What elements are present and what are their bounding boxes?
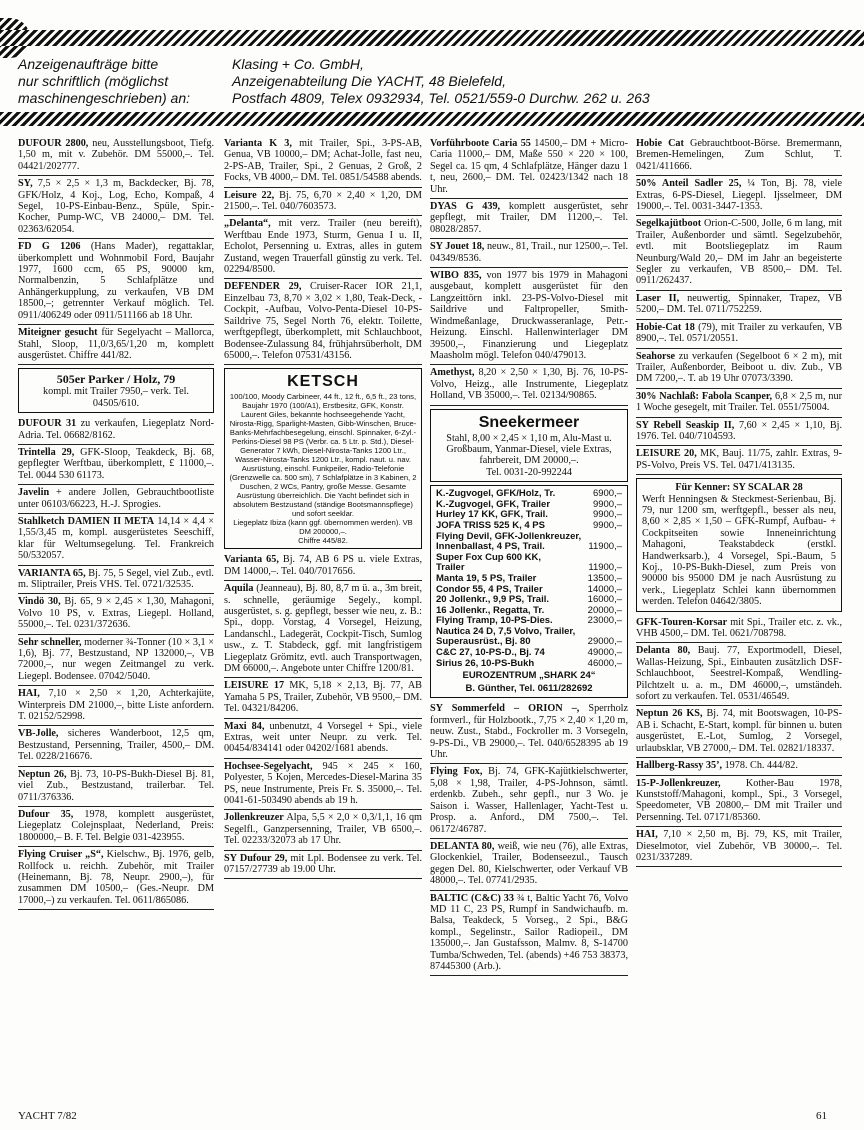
ad-headline: Laser II, — [636, 292, 680, 304]
classified-ad — [18, 416, 214, 445]
classified-ad — [224, 810, 422, 850]
classified-ad — [636, 643, 842, 706]
ad-text: Sperrholz formverl., für Holzbootk., 7,75 × 2,40 × 1,20 m, neuw. Zust., Stabd., Fockroller m. 3 Vorsegeln, 9-PS-Di., VB 29000,–. Tel. 040/6528395 ab 19 Uhr. — [430, 703, 629, 761]
ad-headline: Vindö 30, — [18, 596, 61, 608]
ad-headline: LEISURE 20, — [636, 448, 697, 460]
ad-text: zu verkaufen (Segelboot 6 × 2 m), mit Trailer, Außenborder, Beiboot u. div. Zub., VB DM 7200,–. T. ab 19 Uhr 07073/3390. — [636, 350, 842, 385]
ad-headline: Hochsee-Segelyacht, — [224, 760, 313, 772]
ad-headline: SY Dufour 29, — [224, 852, 288, 864]
ad-text: unbenutzt, 4 Vorsegel + Spi., viele Extras, weit unter Neupr. zu verk. Tel. 00454/834141 oder 04202/1681 abends. — [224, 720, 422, 755]
ad-text: 14,14 × 4,4 × 1,55/3,45 m, kompl. ausgerüstetes Seeschiff, klar für Weltumsegelung. Tel. Frankreich 50/532057. — [18, 515, 214, 562]
boat-name: K.-Zugvogel, GFK/Holz, Tr. — [436, 488, 556, 500]
boat-name: Manta 19, 5 PS, Trailer — [436, 572, 537, 584]
ad-headline: DEFENDER 29, — [224, 281, 302, 293]
ad-text: Alpa, 5,5 × 2,0 × 0,3/1,1, 16 qm Segelfl., Ganzpersenning, Trailer, VB 6500,–. Tel. 02233/32073 ab 17 Uhr. — [224, 812, 422, 847]
price-list-ad — [430, 485, 628, 698]
ad-headline: Maxi 84, — [224, 720, 265, 732]
ad-headline: Segelkajütboot — [636, 218, 702, 230]
boat-name: Flying Tramp, 10-PS-Dies. — [436, 615, 553, 627]
classified-ad — [18, 726, 214, 766]
ad-headline: 30% Nachlaß: Fabola Scanper, — [636, 390, 773, 402]
ad-headline: Varianta K 3, — [224, 138, 292, 149]
ad-text: (Jeanneau), Bj. 80, 8,7 m ü. a., 3m breit, s. schnelle, geräumige Segely., kompl. ausgerüstet, s. g. gepflegt, besser wie neu, z. B.: Spi., dopp. Vorstag, 4 Vorsegel, Heizung, Landanschl., Ladegerät, Cockpit-Tisch, Sumlog usw., z. T. Stabdeck, ggf. mit langfristigem Liegeplatz Grömitz, evtl. auch Transportwagen, DM 66000,–. Angebote unter Chiffre 1200/81. — [224, 583, 422, 674]
ad-headline: FD G 1206 — [18, 241, 81, 253]
ad-text: mit Lpl. Bodensee zu verk. Tel. 07157/27739 ab 19.00 Uhr. — [224, 852, 422, 876]
dealer-name: EUROZENTRUM „SHARK 24“ — [462, 670, 596, 682]
ad-text: moderner ¾-Tonner (10 × 3,1 × 1,6), Bj. 77, Bestzustand, NP 132000,–, VB 72000,–, nur wegen Zeitmangel zu verk. Liegepl. Bodensee. 07042/5040. — [18, 636, 214, 682]
classified-ad — [636, 758, 842, 775]
ad-text: Kielschw., Bj. 1976, gelb, Rollfock u. reichh. Zubehör, mit Trailer (Heinemann, Bj. 78, Neupr. 2900,–), für zusammen DM 10500,– (Ges.-Neupr. DM 17000,–) zu verkaufen. Tel. 0611/865086. — [18, 849, 214, 906]
classified-ad — [18, 847, 214, 910]
classified-ad — [224, 216, 422, 279]
boat-name: K.-Zugvogel, GFK, Trailer — [436, 498, 551, 510]
classified-ad — [18, 566, 214, 595]
ad-headline: Amethyst, — [430, 367, 475, 379]
ad-headline: 505er Parker / Holz, 79 — [56, 372, 176, 387]
classified-ad — [636, 136, 842, 176]
ad-headline: Dufour 35, — [18, 808, 74, 820]
ad-headline: HAI, — [18, 688, 40, 700]
ad-headline: Delanta 80, — [636, 645, 691, 657]
classified-ad — [636, 389, 842, 418]
classified-ad — [18, 176, 214, 239]
ad-text: Bj. 74, AB 6 PS u. viele Extras, DM 14000,–. Tel. 040/7017656. — [224, 554, 422, 577]
ad-headline: DELANTA 80, — [430, 840, 495, 852]
ad-text: 1978. Ch. 444/82. — [722, 760, 798, 772]
ad-text: komplett ausgerüstet, sehr gepflegt, mit Trailer, DM 11200,–. Tel. 08028/2857. — [430, 201, 628, 235]
boat-name: Flying Devil, GFK-Jollenkreuzer, — [436, 530, 582, 542]
boat-price: 11900,– — [588, 562, 622, 574]
boat-price: 14000,– — [587, 583, 622, 595]
ad-headline: Hobie-Cat 18 — [636, 321, 695, 333]
boat-price: 29000,– — [587, 636, 622, 648]
ad-headline: Varianta 65, — [224, 554, 279, 566]
ad-text: Chiffre 445/82. — [298, 536, 348, 546]
column-1 — [18, 136, 214, 910]
boat-name: Sirius 26, 10-PS-Bukh — [436, 657, 535, 669]
boat-name: Trailer — [436, 562, 465, 574]
classified-ad — [430, 365, 628, 405]
ad-text: kompl. mit Trailer 7950,– verk. Tel. 04505/610. — [43, 386, 189, 409]
rope-border-top — [0, 30, 864, 46]
ad-text: GFK-Sloop, Teakdeck, Bj. 68, gepflegter Werftbau, überkomplett, £ 11000,–. Tel. 0044 530 61173. — [18, 446, 214, 481]
rope-border-bottom — [0, 112, 864, 126]
ad-text: 7,5 × 2,5 × 1,3 m, Backdecker, Bj. 78, GFK/Holz, 4 Koj., Log, Echo, Kompaß, 4 Segel, 10-PS-Einbau-Benz., Spüle, Spir.-Kocher, Pump-WC, VB 24000,– DM. Tel. 02363/62054. — [18, 178, 214, 235]
ad-text: neuw., 81, Trail., nur 12500,–. Tel. 04349/8536. — [430, 241, 628, 264]
classified-ad — [224, 581, 422, 678]
ad-text: Werft Henningsen & Steckmest-Serienbau, Bj. 79, nur 1200 sm, werftgepfl., besser als neu, 8,60 × 2,85 × 1,50 – GFK-Rumpf, Aufbau- + Cockpitseiten sowie Inneneinrichtung Mahagoni, Teakstabdeck (erstkl. Handwerksarb.), 4 Vorsegel, Spi.-Baum, 5 Koj., 10-PS-Bukh-Diesel, zum Preis von 90000 bis 95000 DM je nach Ausrüstung zu verk., Liegeplatz Schlei kann übernommen werden. Telefon 04642/3805. — [642, 493, 836, 608]
classified-ad — [636, 216, 842, 290]
ad-text: sicheres Wanderboot, 12,5 qm, Bestzustand, Persenning, Trailer, 4500,– DM. Tel. 0228/216676. — [18, 728, 214, 763]
ad-text: 14500,– DM + Micro-Caria 11000,– DM, Maße 550 × 220 × 100, Segel ca. 15 qm, 4 Schlafplätze, Hänger dazu 1 t, neu, 2600,– DM. Tel. 02423/1342 nach 18 Uhr. — [430, 138, 628, 195]
classified-ad — [18, 767, 214, 807]
ad-headline: Sehr schneller, — [18, 636, 82, 648]
ad-text: Cruiser-Racer IOR 21,1, Einzelbau 73, 8,70 × 3,02 × 1,80, Teak-Deck, -Cockpit, -Aufbau, Volvo-Penta-Diesel 10-PS-Saildrive 75, Segel North 76, elektr. Toilette, werftgepflegt, überkomplett, mit Schlauchboot, Bodensee-Zulassung 84, frühjahrsüberholt, DM 65000,–. Telefon 07531/43156. — [224, 281, 422, 361]
boat-name: Super Fox Cup 600 KK, — [436, 551, 542, 563]
boat-price: 11900,– — [588, 541, 622, 553]
classified-ad — [636, 446, 842, 475]
boat-price: 46000,– — [587, 657, 622, 669]
ad-text: Bj. 73, 10-PS-Bukh-Diesel Bj. 81, viel Zub., Bestzustand, trailerbar. Tel. 0711/376336. — [18, 768, 214, 803]
boat-price: 16000,– — [587, 594, 622, 606]
ad-headline: Seahorse — [636, 350, 676, 362]
classified-ad — [636, 827, 842, 867]
ad-text: 7,10 × 2,50 m, Bj. 79, KS, mit Trailer, Dieselmotor, viel Zubehör, VB 30000,–. Tel. 0231/337289. — [636, 829, 842, 863]
ad-headline: SY Rebell Seaskip II, — [636, 419, 735, 431]
ad-headline: DYAS G 439, — [430, 201, 501, 213]
classified-ad — [18, 485, 214, 514]
classified-ad — [224, 188, 422, 217]
ad-text: Tel. 0031-20-992244 — [486, 466, 572, 478]
ad-text: ¾ t, Baltic Yacht 76, Volvo MD 11 C, 23 PS, Rumpf in Sandwichaufb. m. Balsa, Teakdeck, 5 Vorseg., 2 Spi., B&G kompl., Segelinstr., Sailor Radiopeil., DM 135000,–. Jan Gustafsson, Malmv. 8, S-14700 Tumba/Schweden, Tel. (abends) +46 753 38373, 87445300 (Arb.). — [430, 892, 629, 972]
classified-ad — [430, 701, 628, 764]
ad-text: Bj. 75, 5 Segel, viel Zub., evtl. m. Sliptrailer, Preis VHS. Tel. 0721/32535. — [18, 567, 214, 590]
ad-headline: Hobie Cat — [636, 138, 684, 149]
ad-headline: Neptun 26, — [18, 768, 67, 780]
ad-headline: VARIANTA 65, — [18, 567, 86, 579]
classified-ad — [430, 764, 628, 838]
header-right-line: Klasing + Co. GmbH, — [232, 56, 364, 72]
header-left-line: maschinengeschrieben) an: — [18, 90, 190, 106]
classified-ad — [224, 851, 422, 880]
boat-price: 9900,– — [592, 498, 622, 510]
ad-text: 1978, komplett ausgerüstet, Liegeplatz Colejnsplaat, Nederland, Preis: 1800000,– B. F. Tel. Belgie 031-423955. — [18, 808, 214, 843]
ad-headline: Flying Cruiser „S“, — [18, 849, 104, 861]
column-4 — [636, 136, 842, 867]
ad-text: 7,10 × 2,50 × 1,20, Achterkajüte, Winterpreis DM 21000,–, bitte Liste anfordern. T. 02152/52998. — [18, 688, 214, 723]
classified-ad — [636, 320, 842, 349]
ad-headline: Aquila — [224, 583, 254, 595]
header-right-line: Postfach 4809, Telex 0932934, Tel. 0521/559-0 Durchw. 262 u. 263 — [232, 90, 650, 106]
ad-headline: SY Jouet 18, — [430, 241, 485, 253]
price-list-row — [436, 659, 622, 670]
ad-headline: Für Kenner: SY SCALAR 28 — [675, 482, 803, 494]
classified-ad — [636, 776, 842, 828]
ad-headline: Leisure 22, — [224, 189, 275, 201]
ad-text: (79), mit Trailer zu verkaufen, VB 8900,–. Tel. 0571/20551. — [636, 321, 842, 345]
ad-text: (Hans Mader), regattaklar, überkomplett und Wohnmobil Ford, Baujahr 1977, 1600 ccm, 65 PS, 90000 km, Normalbenzin, 5 Schlafplätze und Anhängerkupplung, zu verkaufen, VB DM 18500,–; getrennter Verkauf möglich. Tel. 0911/406249 oder 0911/511166 ab 18 Uhr. — [18, 241, 214, 321]
ad-text: zu verkaufen, Liegeplatz Nord-Adria. Tel. 06682/8162. — [18, 418, 214, 441]
boxed-ad — [18, 368, 214, 413]
classified-ad — [224, 759, 422, 811]
ad-text: für Segelyacht – Mallorca, Stahl, Sloop, 11,0/3,65/1,20 m, komplett ausgerüstet. Chiffre 441/82. — [18, 327, 214, 361]
ad-text: MK, 5,18 × 2,13, Bj. 77, AB Yamaha 5 PS, Trailer, Zubehör, VB 9500,– DM. Tel. 04321/84206. — [224, 680, 422, 715]
classified-ad — [224, 552, 422, 581]
ad-text: weiß, wie neu (76), alle Extras, Glockenkiel, Trailer, Bodenseezul., Tausch gegen Del. 80, Kielschwerter, oder Verkauf VB 48000,–. Tel. 07741/2935. — [430, 840, 628, 887]
boat-name: 20 Jollenkr., 9,9 PS, Trail. — [436, 594, 550, 606]
footer-magazine: YACHT 7/82 — [18, 1110, 77, 1122]
page-header — [0, 54, 864, 110]
classified-ad — [18, 136, 214, 176]
header-right-line: Anzeigenabteilung Die YACHT, 48 Bielefeld, — [232, 73, 506, 89]
classified-ad — [224, 678, 422, 718]
ad-text: 8,20 × 2,50 × 1,30, Bj. 76, 10-PS-Volvo, Heizg., alle Instrumente, Liegeplatz Holland, VB 35000,–. Tel. 02134/90865. — [430, 367, 628, 402]
ad-headline: 50% Anteil Sadler 25, — [636, 178, 742, 190]
ad-text: Gebrauchtboot-Börse. Bremermann, Bremen-Hemelingen, Zum Schlut, T. 0421/411666. — [636, 138, 842, 172]
boat-name: C&C 27, 10-PS-D., Bj. 74 — [436, 647, 545, 659]
classified-ad — [636, 615, 842, 644]
featured-ad — [636, 478, 842, 611]
ad-text: 945 × 245 × 160, Polyester, 5 Kojen, Mercedes-Diesel-Marina 35 PS, neue Instrumente, Preis Fr. S. 35000,–. Tel. 0041-61-503490 abends ab 19 h. — [224, 760, 422, 807]
ad-headline: VB-Jolle, — [18, 728, 59, 740]
column-3 — [430, 136, 628, 976]
ad-headline: 15-P-Jollenkreuzer, — [636, 777, 721, 789]
ad-text: mit Spi., Trailer etc. z. vk., VHB 4500,– DM. Tel. 0621/708798. — [636, 616, 842, 640]
price-list-row — [436, 574, 622, 585]
sneekermeer-ad — [430, 409, 628, 483]
classified-ad — [430, 136, 628, 199]
ad-text: Kother-Bau 1978, Kunststoff/Mahagoni, kompl., Spi., 3 Vorsegel, Speedometer, VB 20800,– DM mit Trailer und Persenning. Tel. 07171/85360. — [636, 777, 842, 823]
boat-price: 9900,– — [592, 519, 622, 531]
ad-headline: GFK-Touren-Korsar — [636, 616, 728, 628]
ad-headline: Javelin — [18, 487, 50, 499]
classified-ad — [636, 291, 842, 320]
classified-ad — [18, 514, 214, 566]
ad-text: Stahl, 8,00 × 2,45 × 1,10 m, Alu-Mast u. Großbaum, Yanmar-Diesel, viele Extras, fahrbereit, DM 20000,–. — [446, 432, 612, 467]
classified-ad — [224, 136, 422, 188]
boat-name: Innenballast, 4 PS, Trail. — [436, 541, 545, 553]
ketsch-ad — [224, 368, 422, 549]
ad-headline: WIBO 835, — [430, 270, 482, 282]
ad-text: mit verz. Trailer (neu bereift), Werftbau Ende 1973, Sturm, Genua I u. II, Echolot, Persenning u. Extras, alles in gutem Zustand, wegen Trauerfall günstig zu verk. Tel. 02294/8500. — [224, 218, 422, 276]
boat-price: 49000,– — [587, 647, 622, 659]
ad-text: Bauj. 77, Exportmodell, Diesel, Wallas-Heizung, Spi., Einbauten zusätzlich DSF-Schlauchboot, Seestrel-Kompaß, Wendling-Pilchtzelt u. a. m., DM 46000,–, umständeh. sofort zu verkaufen. Tel. 0531/46549. — [636, 645, 842, 703]
ad-text: Liegeplatz Ibiza (kann ggf. übernommen werden). VB DM 200000,–. — [233, 518, 413, 537]
ad-text: Bj. 75, 6,70 × 2,40 × 1,20, DM 21500,–. Tel. 040/7603573. — [224, 189, 422, 213]
classified-ad — [224, 719, 422, 759]
classified-ad — [430, 239, 628, 268]
ad-text: neu, Ausstellungsboot, Tiefg. 1,50 m, mit v. Zubehör. DM 55000,–. Tel. 04421/202777. — [18, 138, 214, 172]
column-2 — [224, 136, 422, 879]
ad-text: MK, Bauj. 11/75, zahlr. Extras, 9-PS-Volvo, Preis VS. Tel. 0471/413135. — [636, 448, 842, 471]
ad-headline: „Delanta“, — [224, 218, 271, 230]
ad-headline: Vorführboote Caria 55 — [430, 138, 531, 149]
classified-ad — [224, 279, 422, 365]
classified-ad — [18, 239, 214, 325]
ad-text: 100/100, Moody Carbineer, 44 ft., 12 ft., 6,5 ft., 23 tons, Baujahr 1970 (100/A1), Erstbesitz, GFK, Konstr. Laurent Giles, bekannte hochseegehende Yacht, Nirosta-Rigg, Sparlight-Masten, Gibb-Winschen, Bruce-Banks-Mehrfachbesegelung, einschl. Spinnaker, 6-Zyl.-Perkins-Diesel 98 PS (Verbr. ca. 5 Ltr. p. Std.), Diesel-Generator 7 kWh, Diesel-Nirosta-Tanks 1200 Ltr., Wasser-Nirosta-Tanks 1200 Ltr., kompl. naut. u. nav. Ausrüstung, einschl. Funkpeiler, Radio-Telefonie (Grenzwelle ca. 500 sm), 7 Schlafplätze in 3 Kabinen, 2 Duschen, 2 WCs, Pantry, große Messe. Gesamte Ausrüstung überreichlich. Die Yacht befindet sich in absolutem Bestzustand (ständige Bootsmannspflege) und sofort seeklar. — [229, 392, 417, 519]
boat-price: 20000,– — [587, 604, 622, 616]
ad-headline: Jollenkreuzer — [224, 812, 284, 824]
ad-headline: SY, — [18, 178, 33, 190]
ad-text: Orion-C-500, Jolle, 6 m lang, mit Trailer, Außenborder und sämtl. Segelzubehör, evtl. mit Bootsliegeplatz im Raum Neunburg/Wald 20,– DM im Jahr an begeisterte Segler zu verkaufen, VB 8500,– DM. Tel. 0911/262437. — [636, 218, 842, 287]
header-address — [232, 56, 852, 107]
ad-text: neuwertig, Spinnaker, Trapez, VB 5200,– DM. Tel. 0711/752259. — [636, 292, 842, 316]
ad-text: von 1977 bis 1979 in Mahagoni ausgebaut, komplett ausgerüstet für den Langzeittörn inkl. 23-PS-Volvo-Diesel mit Saildrive und Faltpropeller, Smith-Windmeßanlage, Druckwasseranlage, Petr.-Heizung. Einschl. Hallenwinterlager DM 39500,–, Finanzierung und Liegeplatz Maasholm mögl. Telefon 040/479013. — [430, 270, 628, 361]
classified-ad — [430, 839, 628, 891]
boat-price: 13500,– — [587, 572, 622, 584]
classified-ad — [636, 706, 842, 758]
classified-ad — [636, 349, 842, 389]
ad-text: 7,60 × 2,45 × 1,10, Bj. 1976. Tel. 040/7104593. — [636, 419, 842, 442]
ad-text: 6,8 × 2,5 m, nur 1 Woche gesegelt, mit Trailer. Tel. 0551/75004. — [636, 390, 843, 414]
boat-name: Hurley 17 KK, GFK, Trail. — [436, 509, 548, 521]
classified-ad — [18, 594, 214, 634]
classified-ad — [18, 325, 214, 365]
ad-text: + andere Jollen, Gebrauchtbootliste unter 06103/66223, H.-J. Sprogies. — [18, 487, 214, 510]
boat-name: JOFA TRISS 525 K, 4 PS — [436, 519, 545, 531]
classified-ad — [18, 807, 214, 847]
ad-headline: Miteigner gesucht — [18, 327, 98, 339]
classified-ad — [18, 445, 214, 485]
ad-headline: SY Sommerfeld – ORION –, — [430, 703, 580, 715]
header-left-line: nur schriftlich (möglichst — [18, 73, 169, 89]
classified-ad — [430, 199, 628, 239]
boat-name: 16 Jollenkr., Regatta, Tr. — [436, 604, 545, 616]
ad-text: ¼ Ton, Bj. 78, viele Extras, 6-PS-Diesel, Liegepl. Ijsselmeer, DM 19000,–. Tel. 0031-3447-1353. — [636, 178, 843, 213]
price-list-row — [436, 521, 622, 532]
ad-headline: Stahlketch DAMIEN II META — [18, 515, 155, 527]
boat-name: Superausrüst., Bj. 80 — [436, 636, 531, 648]
classified-ad — [636, 418, 842, 447]
header-instructions — [18, 56, 228, 107]
classified-ad — [430, 891, 628, 977]
ad-headline: BALTIC (C&C) 33 — [430, 892, 514, 904]
ad-headline: Hallberg-Rassy 35’, — [636, 760, 723, 772]
header-left-line: Anzeigenaufträge bitte — [18, 56, 159, 72]
classified-ad — [430, 268, 628, 365]
ad-text: mit Trailer, Spi., 3-PS-AB, Genua, VB 10000,– DM; Achat-Jolle, fast neu, 2-PS-AB, Trailer, Spi., 2 Genuas, 2 Groß, 2 Focks, VB 4000,– DM. Tel. 0851/54588 abends. — [224, 138, 422, 184]
boat-price: 23000,– — [587, 615, 622, 627]
boat-name: Nautica 24 D, 7,5 Volvo, Trailer, — [436, 625, 576, 637]
ad-headline: Trintella 29, — [18, 446, 75, 458]
ad-headline: Neptun 26 KS, — [636, 708, 703, 720]
ad-headline: KETSCH — [287, 373, 359, 391]
ad-text: Bj. 65, 9 × 2,45 × 1,30, Mahagoni, Volvo 10 PS, v. Extras, Liegepl. Holland, 55000,–. Tel. 0231/372636. — [18, 596, 214, 631]
dealer-contact: B. Günther, Tel. 0611/282692 — [465, 682, 593, 694]
ad-headline: Flying Fox, — [430, 766, 483, 778]
footer-page-number: 61 — [816, 1110, 827, 1122]
ad-headline: DUFOUR 31 — [18, 418, 77, 430]
boat-name: Condor 55, 4 PS, Trailer — [436, 583, 543, 595]
classified-ad — [18, 686, 214, 726]
ad-headline: HAI, — [636, 829, 658, 841]
boat-price: 6900,– — [592, 488, 622, 500]
ad-headline: Sneekermeer — [478, 413, 580, 431]
ad-text: Bj. 74, GFK-Kajütkielschwerter, 5,08 × 1,98, Trailer, 4-PS-Johnson, sämtl. erdenkb. Zubeh., sehr gepfl., nur 3 Wo. je Saison i. Wasser, Hallenlager, Yacht-Test u. Prosp. a. Anford., DM 7500,–. Tel. 06172/46787. — [430, 766, 628, 835]
ad-text: Bj. 74, mit Bootswagen, 10-PS-AB i. Schacht, E-Start, kompl. für binnen u. buten ausgerüstet, E.-Lot, Sumlog, 2 Vorsegel, urlaubsklar, VB 27000,– DM. Tel. 02821/18337. — [636, 708, 843, 754]
classified-ad — [636, 176, 842, 216]
classified-ad — [18, 635, 214, 687]
ad-headline: LEISURE 17 — [224, 680, 285, 692]
ad-headline: DUFOUR 2800, — [18, 138, 89, 149]
boat-price: 9900,– — [592, 509, 622, 521]
